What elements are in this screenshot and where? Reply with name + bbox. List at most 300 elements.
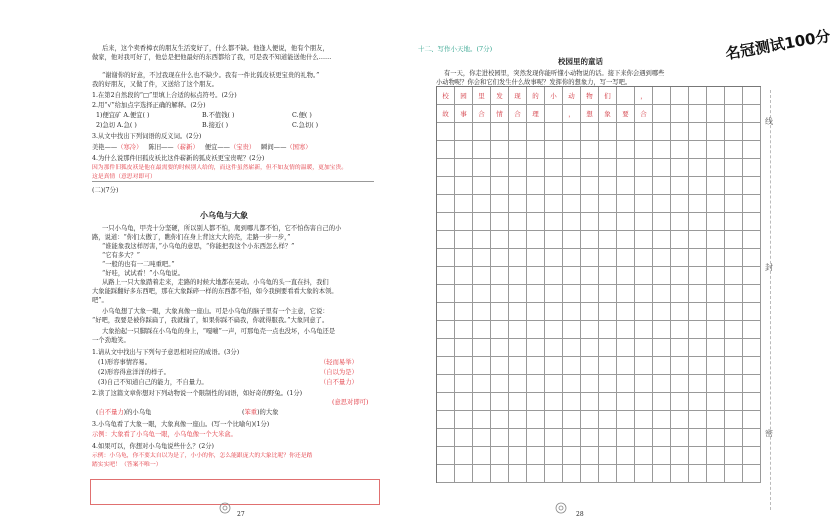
grid-cell[interactable]: 情 [491,105,509,123]
grid-cell[interactable] [725,447,743,465]
grid-cell[interactable] [743,249,761,267]
grid-cell[interactable] [491,159,509,177]
grid-cell[interactable] [707,249,725,267]
grid-cell[interactable] [689,87,707,105]
grid-cell[interactable] [725,195,743,213]
grid-cell[interactable] [671,159,689,177]
grid-cell[interactable] [473,465,491,483]
grid-cell[interactable] [617,195,635,213]
grid-cell[interactable] [689,321,707,339]
grid-cell[interactable] [491,231,509,249]
grid-cell[interactable] [509,411,527,429]
grid-cell[interactable] [527,447,545,465]
grid-cell[interactable] [671,249,689,267]
grid-cell[interactable] [635,465,653,483]
grid-cell[interactable] [689,447,707,465]
grid-cell[interactable]: 发 [491,87,509,105]
grid-cell[interactable] [545,303,563,321]
grid-cell[interactable] [509,375,527,393]
grid-cell[interactable] [617,429,635,447]
grid-cell[interactable] [473,393,491,411]
grid-cell[interactable] [473,285,491,303]
grid-cell[interactable] [473,213,491,231]
grid-cell[interactable] [545,339,563,357]
grid-cell[interactable] [725,285,743,303]
grid-cell[interactable] [671,213,689,231]
grid-cell[interactable] [509,357,527,375]
grid-cell[interactable] [545,321,563,339]
grid-cell[interactable]: ， [635,87,653,105]
grid-cell[interactable] [689,231,707,249]
grid-cell[interactable]: 物 [581,87,599,105]
grid-cell[interactable]: 小 [545,87,563,105]
grid-cell[interactable] [689,375,707,393]
grid-cell[interactable] [545,429,563,447]
grid-cell[interactable] [617,141,635,159]
grid-cell[interactable] [599,141,617,159]
grid-cell[interactable] [437,411,455,429]
grid-cell[interactable] [545,231,563,249]
grid-cell[interactable] [689,357,707,375]
grid-cell[interactable] [671,267,689,285]
grid-cell[interactable] [563,141,581,159]
grid-cell[interactable] [545,123,563,141]
grid-cell[interactable] [653,447,671,465]
grid-cell[interactable] [725,177,743,195]
grid-cell[interactable] [581,267,599,285]
grid-cell[interactable] [545,357,563,375]
grid-cell[interactable] [581,123,599,141]
grid-cell[interactable] [635,339,653,357]
grid-cell[interactable] [509,285,527,303]
grid-cell[interactable] [527,141,545,159]
grid-cell[interactable] [545,447,563,465]
grid-cell[interactable] [671,231,689,249]
grid-cell[interactable] [491,375,509,393]
grid-cell[interactable] [545,375,563,393]
grid-cell[interactable] [563,339,581,357]
grid-cell[interactable] [689,141,707,159]
grid-cell[interactable] [527,177,545,195]
grid-cell[interactable] [581,195,599,213]
grid-cell[interactable] [653,105,671,123]
grid-cell[interactable] [527,303,545,321]
grid-cell[interactable]: 合 [473,105,491,123]
grid-cell[interactable] [437,267,455,285]
grid-cell[interactable] [743,339,761,357]
grid-cell[interactable] [581,321,599,339]
grid-cell[interactable] [563,159,581,177]
grid-cell[interactable] [599,411,617,429]
grid-cell[interactable] [671,285,689,303]
grid-cell[interactable] [563,249,581,267]
grid-cell[interactable] [689,303,707,321]
grid-cell[interactable] [635,321,653,339]
grid-cell[interactable] [581,447,599,465]
grid-cell[interactable] [725,231,743,249]
grid-cell[interactable] [671,465,689,483]
grid-cell[interactable] [725,159,743,177]
grid-cell[interactable] [473,177,491,195]
grid-cell[interactable] [653,177,671,195]
grid-cell[interactable] [617,213,635,231]
grid-cell[interactable] [653,249,671,267]
grid-cell[interactable] [563,213,581,231]
grid-cell[interactable] [509,177,527,195]
grid-cell[interactable] [437,303,455,321]
grid-cell[interactable] [671,429,689,447]
grid-cell[interactable] [581,159,599,177]
grid-cell[interactable] [653,285,671,303]
grid-cell[interactable] [455,393,473,411]
grid-cell[interactable] [437,321,455,339]
grid-cell[interactable] [473,159,491,177]
grid-cell[interactable] [437,213,455,231]
grid-cell[interactable] [545,213,563,231]
grid-cell[interactable] [743,429,761,447]
grid-cell[interactable] [707,447,725,465]
grid-cell[interactable] [455,465,473,483]
grid-cell[interactable] [635,393,653,411]
grid-cell[interactable] [653,159,671,177]
grid-cell[interactable] [617,447,635,465]
grid-cell[interactable] [527,429,545,447]
grid-cell[interactable] [581,231,599,249]
grid-cell[interactable] [491,267,509,285]
grid-cell[interactable] [581,393,599,411]
grid-cell[interactable] [635,447,653,465]
grid-cell[interactable] [653,357,671,375]
grid-cell[interactable] [743,447,761,465]
grid-cell[interactable] [437,465,455,483]
grid-cell[interactable] [707,285,725,303]
grid-cell[interactable] [707,303,725,321]
grid-cell[interactable] [725,393,743,411]
grid-cell[interactable] [617,303,635,321]
grid-cell[interactable] [491,411,509,429]
grid-cell[interactable] [491,195,509,213]
grid-cell[interactable] [527,393,545,411]
grid-cell[interactable] [581,285,599,303]
grid-cell[interactable] [563,231,581,249]
grid-cell[interactable] [527,195,545,213]
grid-cell[interactable] [509,195,527,213]
grid-cell[interactable] [455,213,473,231]
grid-cell[interactable] [617,249,635,267]
grid-cell[interactable] [527,339,545,357]
grid-cell[interactable] [527,465,545,483]
grid-cell[interactable] [491,177,509,195]
grid-cell[interactable] [545,465,563,483]
grid-cell[interactable]: 动 [563,87,581,105]
grid-cell[interactable] [743,393,761,411]
grid-cell[interactable] [437,231,455,249]
grid-cell[interactable] [599,303,617,321]
grid-cell[interactable] [545,159,563,177]
grid-cell[interactable] [599,357,617,375]
grid-cell[interactable] [437,141,455,159]
grid-cell[interactable] [581,429,599,447]
grid-cell[interactable] [671,411,689,429]
grid-cell[interactable] [599,429,617,447]
grid-cell[interactable] [653,213,671,231]
grid-cell[interactable] [599,339,617,357]
grid-cell[interactable] [491,285,509,303]
grid-cell[interactable] [743,195,761,213]
grid-cell[interactable] [653,231,671,249]
grid-cell[interactable] [455,375,473,393]
grid-cell[interactable] [491,447,509,465]
grid-cell[interactable] [509,213,527,231]
grid-cell[interactable] [545,267,563,285]
grid-cell[interactable] [635,267,653,285]
grid-cell[interactable] [527,411,545,429]
grid-cell[interactable] [743,141,761,159]
grid-cell[interactable] [473,123,491,141]
grid-cell[interactable] [707,429,725,447]
grid-cell[interactable] [743,267,761,285]
grid-cell[interactable] [725,249,743,267]
grid-cell[interactable] [473,303,491,321]
grid-cell[interactable] [455,195,473,213]
grid-cell[interactable] [743,123,761,141]
grid-cell[interactable] [473,357,491,375]
grid-cell[interactable] [491,465,509,483]
grid-cell[interactable] [725,321,743,339]
grid-cell[interactable]: 校 [437,87,455,105]
grid-cell[interactable] [635,177,653,195]
grid-cell[interactable] [491,123,509,141]
grid-cell[interactable] [617,267,635,285]
grid-cell[interactable] [671,303,689,321]
grid-cell[interactable] [581,249,599,267]
grid-cell[interactable] [455,141,473,159]
grid-cell[interactable] [473,267,491,285]
grid-cell[interactable] [563,177,581,195]
grid-cell[interactable] [473,375,491,393]
grid-cell[interactable] [455,285,473,303]
grid-cell[interactable] [581,303,599,321]
grid-cell[interactable] [527,231,545,249]
grid-cell[interactable] [491,339,509,357]
grid-cell[interactable] [455,357,473,375]
grid-cell[interactable] [581,141,599,159]
grid-cell[interactable]: 们 [599,87,617,105]
grid-cell[interactable] [563,303,581,321]
grid-cell[interactable] [473,447,491,465]
grid-cell[interactable] [671,87,689,105]
grid-cell[interactable] [707,357,725,375]
grid-cell[interactable]: 的 [527,87,545,105]
grid-cell[interactable]: ， [563,105,581,123]
grid-cell[interactable] [635,303,653,321]
grid-cell[interactable] [581,339,599,357]
grid-cell[interactable] [581,177,599,195]
grid-cell[interactable] [473,249,491,267]
grid-cell[interactable] [563,267,581,285]
grid-cell[interactable] [617,411,635,429]
grid-cell[interactable] [725,411,743,429]
grid-cell[interactable] [455,321,473,339]
grid-cell[interactable] [455,447,473,465]
grid-cell[interactable] [563,195,581,213]
grid-cell[interactable] [635,249,653,267]
grid-cell[interactable] [563,285,581,303]
grid-cell[interactable] [437,375,455,393]
grid-cell[interactable] [617,375,635,393]
grid-cell[interactable] [653,267,671,285]
grid-cell[interactable] [689,465,707,483]
grid-cell[interactable] [743,231,761,249]
grid-cell[interactable] [581,213,599,231]
grid-cell[interactable] [707,465,725,483]
grid-cell[interactable] [707,411,725,429]
grid-cell[interactable] [617,339,635,357]
grid-cell[interactable] [437,285,455,303]
grid-cell[interactable] [689,195,707,213]
grid-cell[interactable] [671,123,689,141]
grid-cell[interactable] [437,339,455,357]
grid-cell[interactable] [653,195,671,213]
grid-cell[interactable]: 故 [437,105,455,123]
grid-cell[interactable] [455,267,473,285]
grid-cell[interactable] [527,249,545,267]
grid-cell[interactable] [617,357,635,375]
grid-cell[interactable] [653,303,671,321]
grid-cell[interactable] [653,339,671,357]
grid-cell[interactable] [563,429,581,447]
grid-cell[interactable] [689,123,707,141]
grid-cell[interactable] [689,249,707,267]
grid-cell[interactable] [563,375,581,393]
grid-cell[interactable] [599,195,617,213]
grid-cell[interactable] [689,159,707,177]
grid-cell[interactable] [743,105,761,123]
grid-cell[interactable]: 合 [635,105,653,123]
grid-cell[interactable] [725,141,743,159]
grid-cell[interactable] [707,393,725,411]
grid-cell[interactable] [653,87,671,105]
grid-cell[interactable] [509,159,527,177]
grid-cell[interactable] [599,177,617,195]
grid-cell[interactable] [455,231,473,249]
grid-cell[interactable] [707,87,725,105]
grid-cell[interactable] [635,285,653,303]
grid-cell[interactable] [689,177,707,195]
grid-cell[interactable] [509,393,527,411]
grid-cell[interactable] [617,177,635,195]
grid-cell[interactable] [545,141,563,159]
grid-cell[interactable] [509,141,527,159]
grid-cell[interactable] [581,411,599,429]
grid-cell[interactable] [617,231,635,249]
grid-cell[interactable] [707,321,725,339]
grid-cell[interactable] [545,177,563,195]
grid-cell[interactable] [563,447,581,465]
grid-cell[interactable]: 象 [599,105,617,123]
grid-cell[interactable] [545,411,563,429]
grid-cell[interactable] [635,231,653,249]
grid-cell[interactable]: 园 [455,87,473,105]
grid-cell[interactable] [599,447,617,465]
grid-cell[interactable] [635,411,653,429]
grid-cell[interactable] [635,123,653,141]
grid-cell[interactable] [455,123,473,141]
grid-cell[interactable] [689,429,707,447]
grid-cell[interactable] [707,195,725,213]
grid-cell[interactable] [635,375,653,393]
grid-cell[interactable] [635,141,653,159]
grid-cell[interactable] [599,159,617,177]
grid-cell[interactable] [527,357,545,375]
grid-cell[interactable] [491,249,509,267]
grid-cell[interactable] [671,375,689,393]
grid-cell[interactable] [671,177,689,195]
grid-cell[interactable] [707,141,725,159]
grid-cell[interactable] [725,375,743,393]
grid-cell[interactable] [671,339,689,357]
grid-cell[interactable] [671,105,689,123]
grid-cell[interactable] [653,375,671,393]
grid-cell[interactable] [509,303,527,321]
grid-cell[interactable] [725,267,743,285]
grid-cell[interactable] [689,267,707,285]
grid-cell[interactable] [707,177,725,195]
grid-cell[interactable] [725,465,743,483]
grid-cell[interactable] [635,159,653,177]
grid-cell[interactable] [563,123,581,141]
grid-cell[interactable] [653,321,671,339]
grid-cell[interactable] [599,231,617,249]
grid-cell[interactable] [653,411,671,429]
grid-cell[interactable] [509,429,527,447]
grid-cell[interactable] [725,123,743,141]
grid-cell[interactable] [653,123,671,141]
grid-cell[interactable]: 合 [509,105,527,123]
grid-cell[interactable]: 事 [455,105,473,123]
grid-cell[interactable] [455,411,473,429]
grid-cell[interactable] [743,285,761,303]
grid-cell[interactable] [437,123,455,141]
grid-cell[interactable] [437,393,455,411]
grid-cell[interactable] [509,267,527,285]
grid-cell[interactable] [545,195,563,213]
grid-cell[interactable] [491,357,509,375]
grid-cell[interactable] [527,285,545,303]
grid-cell[interactable]: 现 [509,87,527,105]
grid-cell[interactable] [689,105,707,123]
grid-cell[interactable] [743,375,761,393]
grid-cell[interactable] [581,465,599,483]
grid-cell[interactable] [635,357,653,375]
grid-cell[interactable] [563,321,581,339]
grid-cell[interactable] [509,447,527,465]
grid-cell[interactable] [617,285,635,303]
grid-cell[interactable] [743,303,761,321]
grid-cell[interactable] [473,411,491,429]
grid-cell[interactable] [491,303,509,321]
grid-cell[interactable] [725,303,743,321]
grid-cell[interactable]: 里 [473,87,491,105]
grid-cell[interactable] [527,159,545,177]
grid-cell[interactable] [707,339,725,357]
grid-cell[interactable] [599,321,617,339]
grid-cell[interactable] [725,357,743,375]
grid-cell[interactable] [509,465,527,483]
grid-cell[interactable] [509,321,527,339]
grid-cell[interactable] [599,267,617,285]
grid-cell[interactable] [491,213,509,231]
